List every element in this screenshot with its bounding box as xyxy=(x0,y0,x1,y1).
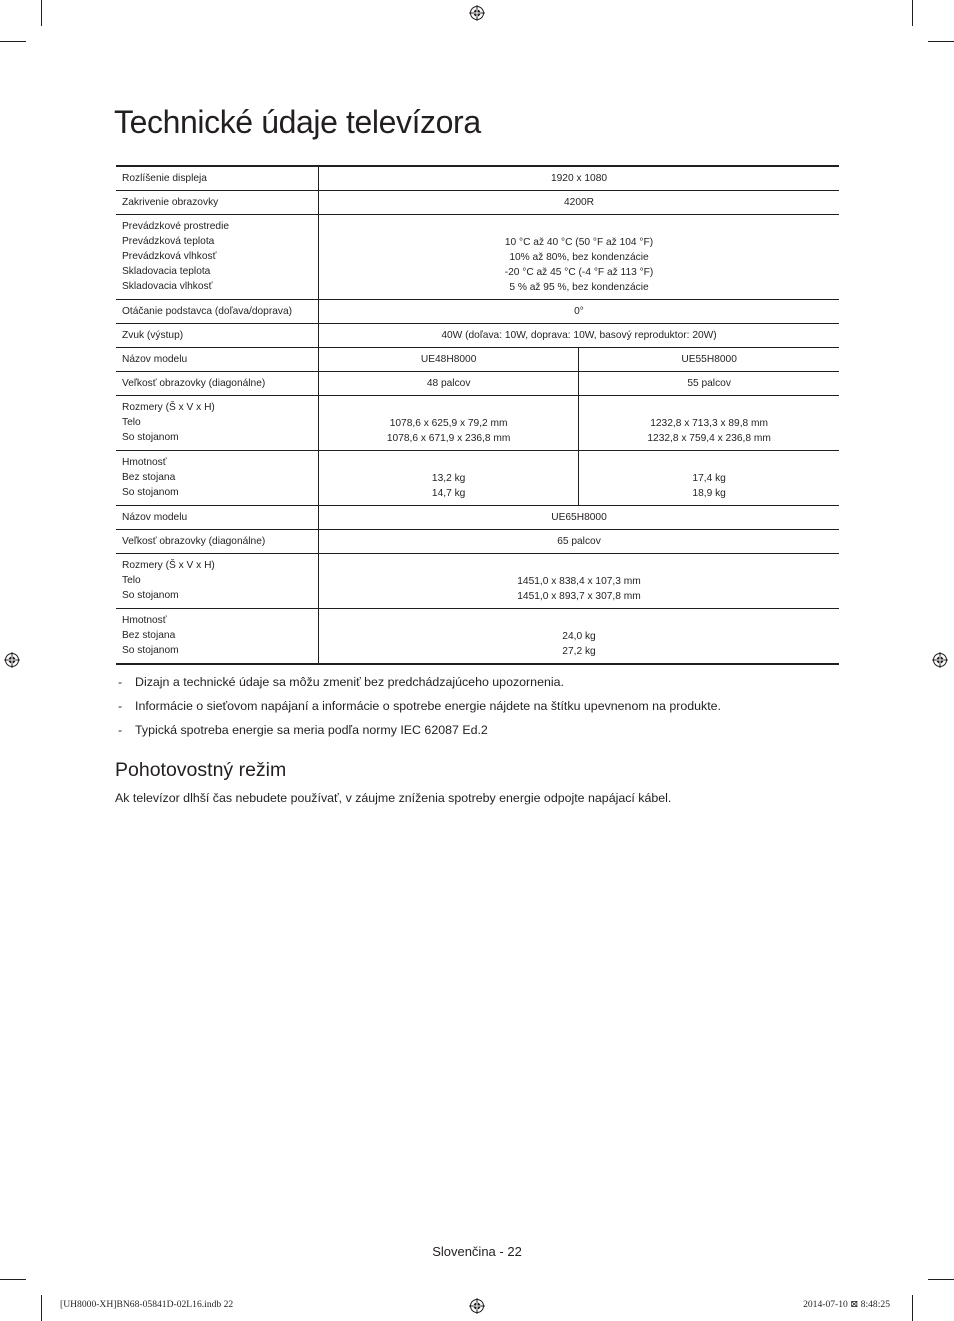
cell-line: UE48H8000 xyxy=(420,354,477,365)
row-value-left xyxy=(319,451,579,506)
cell-line: 1232,8 x 713,3 x 89,8 mm xyxy=(650,418,769,429)
cell-line: 24,0 kg xyxy=(562,631,596,642)
row-value-left xyxy=(319,348,579,372)
registration-crosshair-icon xyxy=(932,652,948,668)
cell-line: Otáčanie podstavca (doľava/doprava) xyxy=(122,306,293,317)
crop-mark-top-right-horizontal xyxy=(928,41,954,42)
row-value-right xyxy=(579,451,839,506)
spec-table xyxy=(116,165,839,665)
cell-line: 1078,6 x 671,9 x 236,8 mm xyxy=(386,433,511,444)
cell-line: Prevádzková vlhkosť xyxy=(122,251,217,262)
note-text: Dizajn a technické údaje sa môžu zmeniť bez predchádzajúceho upozornenia. xyxy=(135,675,564,689)
table-row xyxy=(116,215,839,300)
cell-line: 27,2 kg xyxy=(562,646,596,657)
note-text: Informácie o sieťovom napájaní a informácie o spotrebe energie nájdete na štítku upevnenom na produkte. xyxy=(135,699,721,713)
row-label xyxy=(116,191,319,215)
cell-line: UE55H8000 xyxy=(681,354,737,365)
cell-line: Názov modelu xyxy=(122,354,188,365)
cell-line: So stojanom xyxy=(122,645,179,656)
cell-line: Hmotnosť xyxy=(122,457,167,468)
print-slug-left: [UH8000-XH]BN68-05841D-02L16.indb 22 xyxy=(60,1299,234,1310)
cell-line: So stojanom xyxy=(122,590,179,601)
cell-line: Zvuk (výstup) xyxy=(122,330,184,341)
cell-line: Rozlíšenie displeja xyxy=(122,173,207,184)
row-value xyxy=(319,554,840,609)
row-label xyxy=(116,348,319,372)
cell-line: So stojanom xyxy=(122,432,179,443)
cell-line: 14,7 kg xyxy=(431,488,466,499)
row-label xyxy=(116,324,319,348)
cell-line: Prevádzková teplota xyxy=(122,236,215,247)
cell-line: 4200R xyxy=(563,197,595,208)
cell-line: Telo xyxy=(122,575,141,586)
cell-line: Bez stojana xyxy=(122,472,176,483)
row-value xyxy=(319,530,840,554)
table-row xyxy=(116,324,839,348)
crop-mark-top-right-vertical xyxy=(912,0,913,26)
row-label xyxy=(116,396,319,451)
row-label xyxy=(116,372,319,396)
row-value-left xyxy=(319,396,579,451)
cell-line: 40W (doľava: 10W, doprava: 10W, basový reproduktor: 20W) xyxy=(441,330,717,341)
row-label xyxy=(116,166,319,191)
cell-line: 1232,8 x 759,4 x 236,8 mm xyxy=(647,433,771,444)
row-value xyxy=(319,300,840,324)
row-label xyxy=(116,554,319,609)
row-value-right xyxy=(579,396,839,451)
crop-mark-bottom-left-vertical xyxy=(41,1295,42,1321)
table-row xyxy=(116,506,839,530)
cell-line: 48 palcov xyxy=(426,378,471,389)
cell-line: Bez stojana xyxy=(122,630,176,641)
cell-line: 18,9 kg xyxy=(692,488,726,499)
cell-line: 1451,0 x 893,7 x 307,8 mm xyxy=(517,591,641,602)
crop-mark-bottom-left-horizontal xyxy=(0,1279,26,1280)
registration-crosshair-icon xyxy=(469,5,485,21)
cell-line: 17,4 kg xyxy=(692,473,726,484)
table-row xyxy=(116,530,839,554)
cell-line: Názov modelu xyxy=(122,512,188,523)
cell-line: Skladovacia teplota xyxy=(122,266,211,277)
row-label xyxy=(116,609,319,665)
list-item xyxy=(116,698,721,714)
table-row xyxy=(116,372,839,396)
table-row xyxy=(116,396,839,451)
table-row xyxy=(116,451,839,506)
cell-line: 13,2 kg xyxy=(431,473,466,484)
bullet-dash: - xyxy=(118,723,123,737)
cell-line: 10 °C až 40 °C (50 °F až 104 °F) xyxy=(504,237,654,248)
row-label xyxy=(116,215,319,300)
print-slug-right: 2014-07-10 ⊠ 8:48:25 xyxy=(803,1299,890,1310)
bullet-dash: - xyxy=(118,675,123,689)
row-label xyxy=(116,506,319,530)
table-row xyxy=(116,348,839,372)
standby-text: Ak televízor dlhší čas nebudete používať, v záujme zníženia spotreby energie odpojte napájací kábel. xyxy=(115,791,672,805)
cell-line: 1078,6 x 625,9 x 79,2 mm xyxy=(389,418,508,429)
row-label xyxy=(116,300,319,324)
list-item xyxy=(116,674,721,690)
cell-line: Veľkosť obrazovky (diagonálne) xyxy=(122,378,266,389)
cell-line: -20 °C až 45 °C (-4 °F až 113 °F) xyxy=(504,267,654,278)
cell-line: So stojanom xyxy=(122,487,179,498)
cell-line: 55 palcov xyxy=(687,378,731,389)
cell-line: 65 palcov xyxy=(557,536,601,547)
row-value-right xyxy=(579,372,839,396)
notes-list xyxy=(116,674,721,746)
list-item xyxy=(116,722,721,738)
cell-line: Veľkosť obrazovky (diagonálne) xyxy=(122,536,266,547)
cell-line: 10% až 80%, bez kondenzácie xyxy=(509,252,649,263)
cell-line: Rozmery (Š x V x H) xyxy=(122,560,215,571)
row-value xyxy=(319,324,840,348)
row-label xyxy=(116,530,319,554)
cell-line: Prevádzkové prostredie xyxy=(122,221,230,232)
row-value xyxy=(319,215,840,300)
cell-line: 0° xyxy=(574,306,584,317)
table-row xyxy=(116,609,839,665)
cell-line: Skladovacia vlhkosť xyxy=(122,281,213,292)
table-row xyxy=(116,554,839,609)
row-value xyxy=(319,609,840,665)
table-row xyxy=(116,191,839,215)
cell-line: Telo xyxy=(122,417,141,428)
cell-line: 5 % až 95 %, bez kondenzácie xyxy=(509,282,649,293)
bullet-dash: - xyxy=(118,699,123,713)
cell-line: UE65H8000 xyxy=(551,512,607,523)
crop-mark-top-left-vertical xyxy=(41,0,42,26)
crop-mark-top-left-horizontal xyxy=(0,41,26,42)
crop-mark-bottom-right-vertical xyxy=(912,1295,913,1321)
registration-crosshair-icon xyxy=(4,652,20,668)
row-value-right xyxy=(579,348,839,372)
row-value-left xyxy=(319,372,579,396)
crop-mark-bottom-right-horizontal xyxy=(928,1279,954,1280)
standby-heading: Pohotovostný režim xyxy=(115,759,287,781)
cell-line: Zakrivenie obrazovky xyxy=(122,197,219,208)
cell-line: 1920 x 1080 xyxy=(550,173,608,184)
note-text: Typická spotreba energie sa meria podľa normy IEC 62087 Ed.2 xyxy=(135,723,488,737)
registration-crosshair-icon xyxy=(469,1298,485,1314)
page-number: Slovenčina - 22 xyxy=(432,1244,522,1259)
row-value xyxy=(319,191,840,215)
cell-line: 1451,0 x 838,4 x 107,3 mm xyxy=(517,576,641,587)
cell-line: Rozmery (Š x V x H) xyxy=(122,402,215,413)
page-title: Technické údaje televízora xyxy=(114,104,481,140)
table-row xyxy=(116,166,839,191)
cell-line: Hmotnosť xyxy=(122,615,167,626)
row-label xyxy=(116,451,319,506)
table-row xyxy=(116,300,839,324)
row-value xyxy=(319,166,840,191)
row-value xyxy=(319,506,840,530)
